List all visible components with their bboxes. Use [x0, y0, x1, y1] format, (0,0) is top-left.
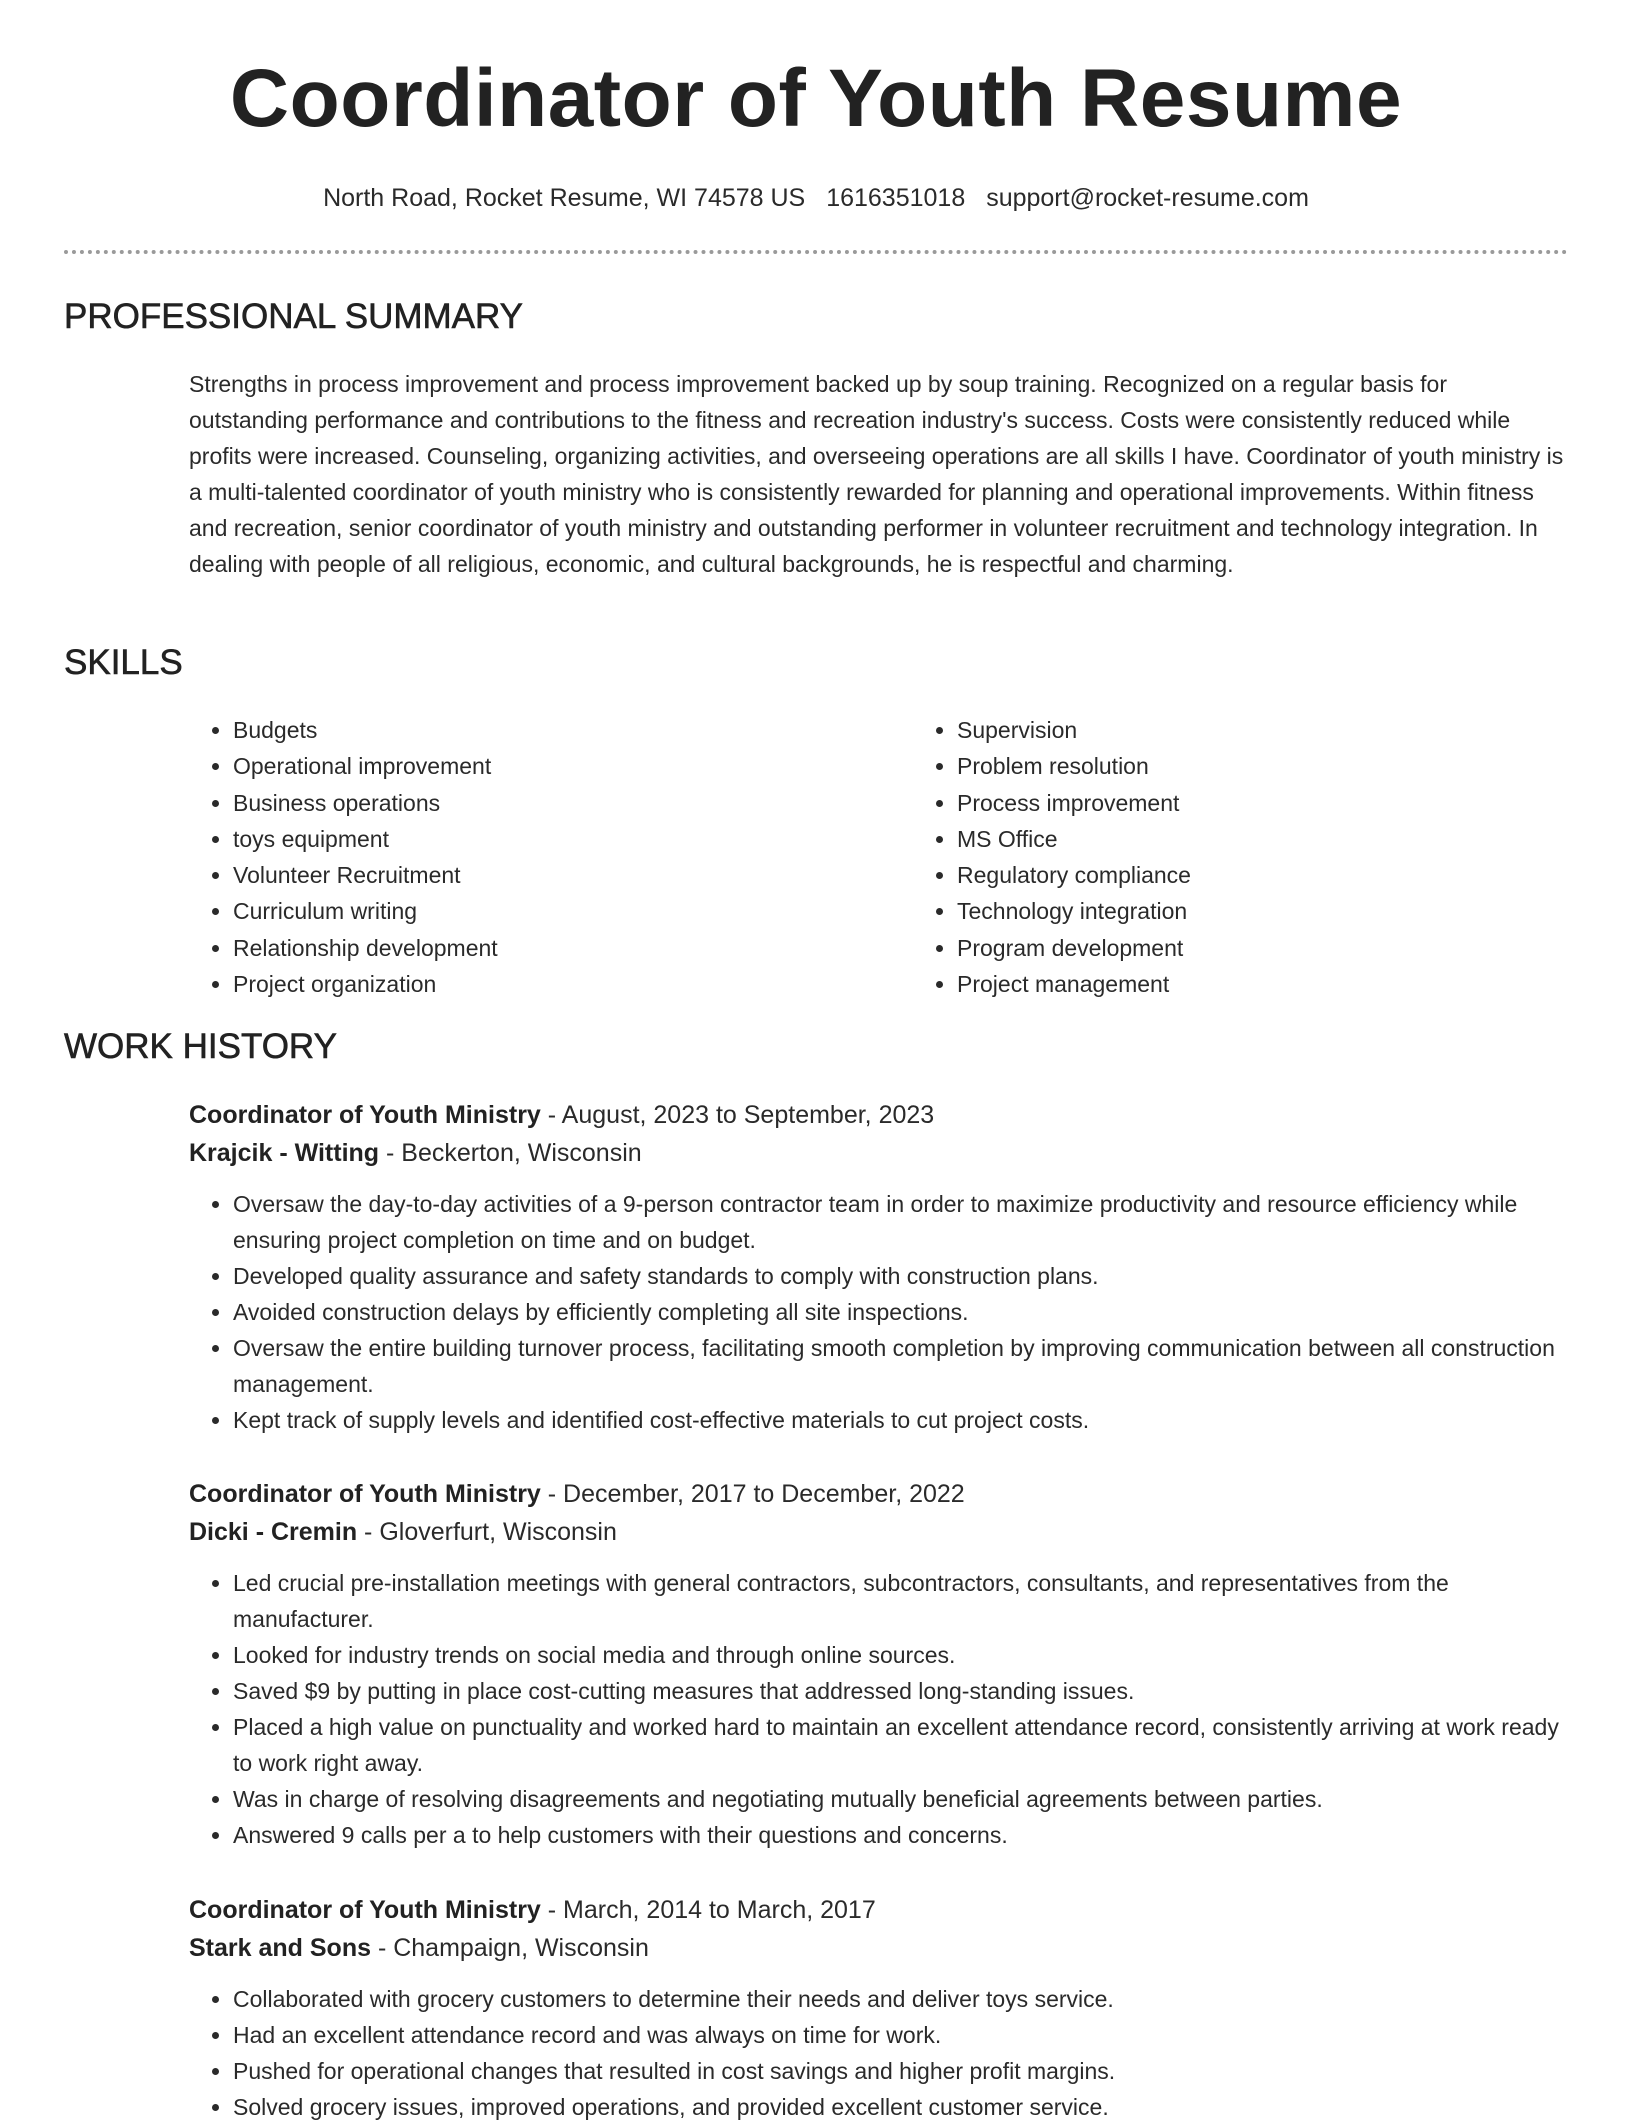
- summary-heading: PROFESSIONAL SUMMARY: [64, 297, 523, 336]
- skill-item: • Technology integration: [957, 893, 1191, 929]
- skills-heading: SKILLS: [64, 643, 183, 682]
- skill-item: • MS Office: [957, 821, 1191, 857]
- skill-item: • Supervision: [957, 712, 1191, 748]
- job-company-line: [189, 1929, 1568, 1967]
- job-company: Dicki - Cremin: [189, 1518, 358, 1546]
- job-location: - Gloverfurt, Wisconsin: [357, 1518, 617, 1546]
- job-entry: [189, 1891, 1568, 2125]
- job-bullet: • Led crucial pre-installation meetings with general contractors, subcontractors, consultants, and representatives from the manufacturer.: [233, 1565, 1568, 1637]
- work-history-heading: WORK HISTORY: [64, 1027, 337, 1066]
- job-bullet: • Avoided construction delays by efficiently completing all site inspections.: [233, 1294, 1568, 1330]
- job-title-line: [189, 1475, 1568, 1513]
- job-dates: - August, 2023 to September, 2023: [540, 1101, 935, 1129]
- skill-item: • Business operations: [233, 785, 913, 821]
- skill-item: • Regulatory compliance: [957, 857, 1191, 893]
- skill-item: • Program development: [957, 930, 1191, 966]
- job-role: Coordinator of Youth Ministry: [189, 1480, 541, 1508]
- contact-line: [0, 182, 1632, 215]
- job-bullets: [189, 1565, 1568, 1853]
- skill-item: • Operational improvement: [233, 748, 913, 784]
- job-company: Stark and Sons: [189, 1934, 371, 1962]
- skill-item: • Project organization: [233, 966, 913, 1002]
- job-bullet: • Was in charge of resolving disagreements and negotiating mutually beneficial agreements between parties.: [233, 1781, 1568, 1817]
- contact-address: North Road, Rocket Resume, WI 74578 US: [323, 184, 806, 212]
- skill-item: • Volunteer Recruitment: [233, 857, 913, 893]
- job-bullet: • Collaborated with grocery customers to determine their needs and deliver toys service.: [233, 1981, 1568, 2017]
- job-location: - Champaign, Wisconsin: [371, 1934, 649, 1962]
- job-bullet: • Oversaw the day-to-day activities of a 9-person contractor team in order to maximize productivity and resource efficiency while ensuring project completion on time and on budget.: [233, 1186, 1568, 1258]
- job-entry: [189, 1096, 1568, 1438]
- job-company-line: [189, 1513, 1568, 1551]
- skill-item: • Project management: [957, 966, 1191, 1002]
- job-bullet: • Solved grocery issues, improved operations, and provided excellent customer service.: [233, 2089, 1568, 2125]
- skill-item: • Process improvement: [957, 785, 1191, 821]
- job-bullet: • Pushed for operational changes that resulted in cost savings and higher profit margins.: [233, 2053, 1568, 2089]
- job-company-line: [189, 1134, 1568, 1172]
- job-bullet: • Oversaw the entire building turnover process, facilitating smooth completion by improving communication between all construction management.: [233, 1330, 1568, 1402]
- job-bullet: • Had an excellent attendance record and was always on time for work.: [233, 2017, 1568, 2053]
- job-title-line: [189, 1096, 1568, 1134]
- job-bullet: • Developed quality assurance and safety standards to comply with construction plans.: [233, 1258, 1568, 1294]
- contact-phone[interactable]: 1616351018: [826, 184, 966, 212]
- summary-text: Strengths in process improvement and process improvement backed up by soup training. Recognized on a regular basis for outstanding performance and contributions to the fitness and recreation industry's success. Costs were consistently reduced while profits were increased. Counseling, organizing activities, and overseeing operations are all skills I have. Coordinator of youth ministry is a multi-talented coordinator of youth ministry who is consistently rewarded for planning and operational improvements. Within fitness and recreation, senior coordinator of youth ministry and outstanding performer in volunteer recruitment and technology integration. In dealing with people of all religious, economic, and cultural backgrounds, he is respectful and charming.: [189, 371, 1564, 577]
- job-bullet: • Placed a high value on punctuality and worked hard to maintain an excellent attendance record, consistently arriving at work ready to work right away.: [233, 1709, 1568, 1781]
- job-entry: [189, 1475, 1568, 1853]
- skills-column-right: [913, 712, 1191, 1002]
- job-bullets: [189, 1981, 1568, 2125]
- resume-title: Coordinator of Youth Resume: [229, 53, 1403, 144]
- job-bullet: • Looked for industry trends on social media and through online sources.: [233, 1637, 1568, 1673]
- job-bullet: • Answered 9 calls per a to help customers with their questions and concerns.: [233, 1817, 1568, 1853]
- job-location: - Beckerton, Wisconsin: [379, 1139, 642, 1167]
- job-role: Coordinator of Youth Ministry: [189, 1101, 541, 1129]
- skills-list: [189, 712, 1568, 1002]
- contact-email[interactable]: support@rocket-resume.com: [986, 184, 1309, 212]
- job-dates: - March, 2014 to March, 2017: [540, 1896, 876, 1924]
- job-dates: - December, 2017 to December, 2022: [540, 1480, 965, 1508]
- skill-item: • toys equipment: [233, 821, 913, 857]
- job-title-line: [189, 1891, 1568, 1929]
- job-company: Krajcik - Witting: [189, 1139, 380, 1167]
- skill-item: • Curriculum writing: [233, 893, 913, 929]
- header-divider: [64, 250, 1568, 254]
- job-bullets: [189, 1186, 1568, 1438]
- skill-item: • Budgets: [233, 712, 913, 748]
- skill-item: • Relationship development: [233, 930, 913, 966]
- job-bullet: • Kept track of supply levels and identified cost-effective materials to cut project costs.: [233, 1402, 1568, 1438]
- job-role: Coordinator of Youth Ministry: [189, 1896, 541, 1924]
- skill-item: • Problem resolution: [957, 748, 1191, 784]
- job-bullet: • Saved $9 by putting in place cost-cutting measures that addressed long-standing issues.: [233, 1673, 1568, 1709]
- skills-column-left: [189, 712, 913, 1002]
